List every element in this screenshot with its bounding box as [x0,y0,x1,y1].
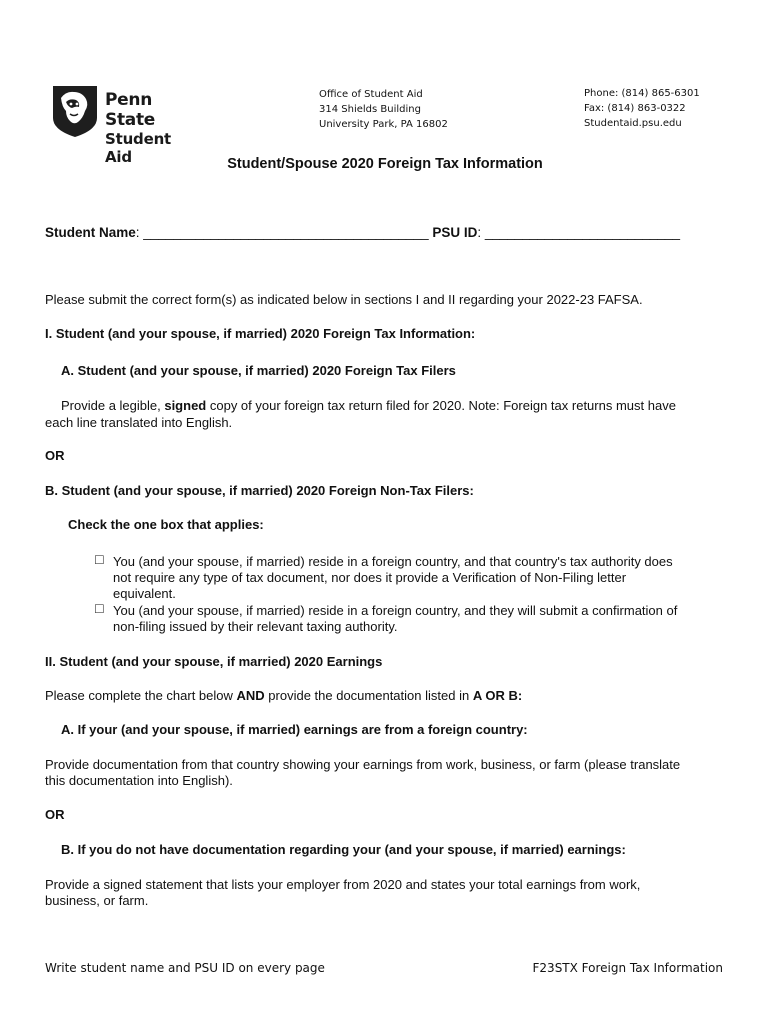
section1-a-text-pre: Provide a legible, [61,398,165,413]
section2-or: OR [45,807,65,822]
section2-intro [45,687,522,704]
footer-left: Write student name and PSU ID on every page [45,961,325,975]
section2-b-heading: B. If you do not have documentation regarding your (and your spouse, if married) earnings: [61,842,626,857]
section2-b-text-line1: Provide a signed statement that lists your employer from 2020 and states your total earnings from work, [45,877,641,892]
document-title: Student/Spouse 2020 Foreign Tax Information [227,156,543,172]
section1-a-text-post: copy of your foreign tax return filed for 2020. Note: Foreign tax returns must have [206,398,676,413]
section2-a-heading: A. If your (and your spouse, if married) earnings are from a foreign country: [61,722,528,737]
office-city: University Park, PA 16802 [319,119,448,130]
contact-phone: Phone: (814) 865-6301 [584,88,700,99]
section2-a-text-line1: Provide documentation from that country showing your earnings from work, business, or farm (please translate [45,757,681,772]
option1-line1: You (and your spouse, if married) reside in a foreign country, and that country's tax authority does [113,554,673,569]
option2-line1: You (and your spouse, if married) reside in a foreign country, and they will submit a confirmation of [113,603,678,618]
psu-id-label: PSU ID [432,225,478,240]
section1-a-heading: A. Student (and your spouse, if married) 2020 Foreign Tax Filers [61,363,456,378]
option1-line2: not require any type of tax document, nor does it provide a Verification of Non-Filing letter [113,570,627,585]
section1-or: OR [45,448,65,463]
section2-a-text-line2: this documentation into English). [45,773,233,788]
option1-line3: equivalent. [113,586,176,601]
logo-line-1: Penn State [105,90,155,130]
office-address [319,87,448,132]
section1-a-text-bold: signed [164,398,207,413]
student-name-blank[interactable]: : ______________________________________ [135,225,433,240]
student-info-line [45,224,680,241]
psu-id-blank[interactable]: : __________________________ [477,225,681,240]
check-heading: Check the one box that applies: [68,517,264,532]
section2-intro-and: AND [236,688,265,703]
logo-line-2: Student Aid [105,130,172,166]
section1-a-text-line2: each line translated into English. [45,415,233,430]
section2-intro-pre: Please complete the chart below [45,688,237,703]
footer-right: F23STX Foreign Tax Information [532,961,723,975]
contact-fax: Fax: (814) 863-0322 [584,103,686,114]
section2-intro-aorb: A OR B: [472,688,523,703]
office-building: 314 Shields Building [319,104,421,115]
nittany-lion-shield-icon [52,84,98,138]
student-name-label: Student Name [45,225,136,240]
section2-heading: II. Student (and your spouse, if married) 2020 Earnings [45,654,383,669]
contact-info [584,86,700,131]
option1-checkbox[interactable]: ☐ [94,553,105,567]
section1-a-text-line1 [61,397,676,414]
option2-checkbox[interactable]: ☐ [94,602,105,616]
option2-line2: non-filing issued by their relevant taxing authority. [113,619,398,634]
section1-b-heading: B. Student (and your spouse, if married) 2020 Foreign Non-Tax Filers: [45,483,474,498]
section1-heading: I. Student (and your spouse, if married) 2020 Foreign Tax Information: [45,326,476,341]
penn-state-logo [52,84,202,166]
office-name: Office of Student Aid [319,89,423,100]
section2-intro-mid: provide the documentation listed in [264,688,473,703]
contact-website: Studentaid.psu.edu [584,118,682,129]
intro-text: Please submit the correct form(s) as indicated below in sections I and II regarding your 2022-23 FAFSA. [45,292,643,307]
section2-b-text-line2: business, or farm. [45,893,149,908]
